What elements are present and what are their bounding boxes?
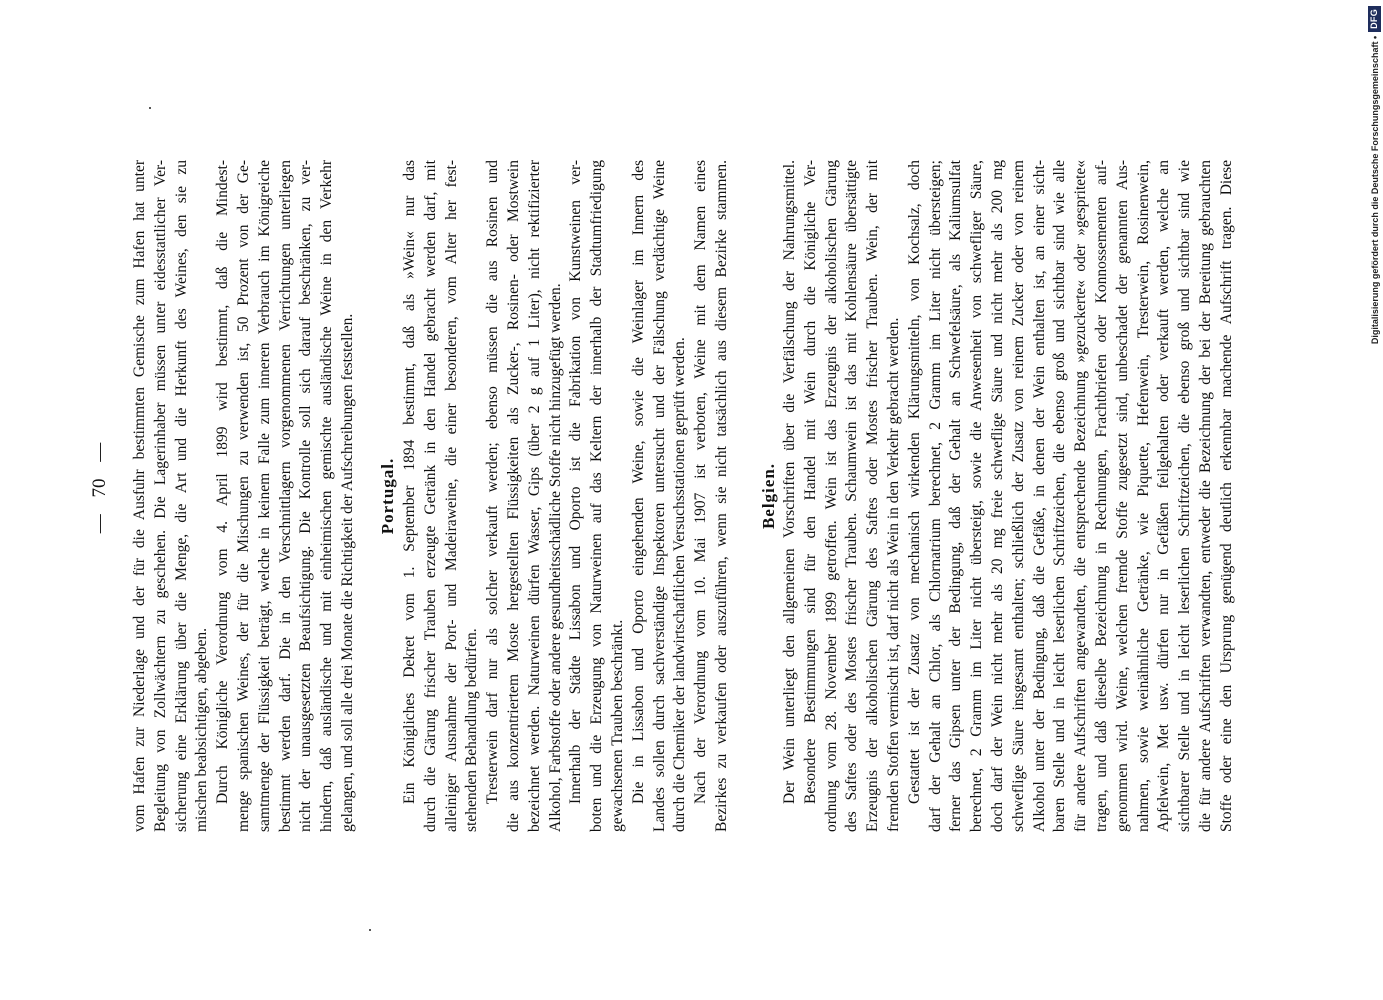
text-line: doch darf der Wein nicht mehr als 20 mg freie schweflige Säure und nicht mehr als 200 mg xyxy=(988,160,1006,832)
text-line: Die in Lissabon und Oporto eingehenden Weine, sowie die Weinlager im Innern des xyxy=(629,160,647,804)
text-line: alleiniger Ausnahme der Port- und Madeiraweine, die einer besonderen, vom Alter her fest- xyxy=(442,160,460,832)
text-line: gewachsenen Trauben beschränkt. xyxy=(608,619,626,832)
text-line: sicherung eine Erklärung über die Menge, die Art und die Herkunft des Weines, den sie zu xyxy=(172,160,190,832)
paragraph xyxy=(905,160,1238,832)
text-line: mischen beabsichtigen, abgeben. xyxy=(193,627,211,832)
text-line: durch die Chemiker der landwirtschaftlichen Versuchsstationen geprüft werden. xyxy=(671,337,689,832)
text-line: schweflige Säure insgesamt enthalten; schließlich der Zusatz von reinem Zucker oder von reinem xyxy=(1009,160,1027,832)
text-line: Tresterwein darf nur als solcher verkauft werden; ebenso müssen die aus Rosinen und xyxy=(484,160,502,804)
text-line: Stoffe oder eine den Ursprung genügend deutlich erkennbar machende Aufschrift tragen. Diese xyxy=(1217,160,1235,832)
text-line: boten und die Erzeugung von Naturweinen auf das Keltern der innerhalb der Stadtumfriedigung xyxy=(588,160,606,832)
text-line: fremden Stoffen vermischt ist, darf nicht als Wein in den Verkehr gebracht werden. xyxy=(884,317,902,832)
scan-speck xyxy=(369,929,371,931)
text-line: berechnet, 2 Gramm im Liter nicht übersteigt, sowie die Anwesenheit von schwefliger Säure, xyxy=(968,160,986,832)
text-line: Nach der Verordnung vom 10. Mai 1907 ist verboten, Weine mit dem Namen eines xyxy=(692,160,710,804)
text-line: ferner das Gipsen unter der Bedingung, daß der Gehalt an Schwefelsäure, als Kaliumsulfat xyxy=(947,160,965,832)
text-line: tragen, und daß dieselbe Bezeichnung in Rechnungen, Frachtbriefen oder Konnossementen auf- xyxy=(1092,160,1110,832)
text-line: bezeichnet werden. Naturweinen dürfen Wasser, Gips (über 2 g auf 1 Liter), nicht rektifizierter xyxy=(525,160,543,832)
paragraph xyxy=(483,160,566,832)
text-line: sichtbarer Stelle und in leicht leserlichen Schriftzeichen, die ebenso groß und sichtbar sind wie xyxy=(1176,160,1194,832)
dfg-logo: DFG xyxy=(1368,6,1381,32)
paragraph xyxy=(566,160,628,832)
text-line: durch die Gärung frischer Trauben erzeugte Getränk in den Handel gebracht werden darf, mit xyxy=(421,160,439,832)
text-line: Besondere Bestimmungen sind für den Handel mit Wein durch die Königliche Ver- xyxy=(801,160,819,804)
text-line: menge spanischen Weines, der für die Mischungen zu verwenden ist, 50 Prozent von der Ge- xyxy=(234,160,252,832)
text-line: Alkohol, Farbstoffe oder andere gesundheitsschädliche Stoffe nicht hinzugefügt werden. xyxy=(546,283,564,832)
text-line: nicht der unausgesetzten Beaufsichtigung. Die Kontrolle soll sich darauf beschränken, zu ver- xyxy=(297,160,315,832)
text-line: Gestattet ist der Zusatz von mechanisch wirkenden Klärungsmitteln, von Kochsalz, doch xyxy=(905,160,923,804)
text-line: nahmen, sowie weinähnliche Getränke, wie Piquette, Hefenwein, Tresterwein, Rosinenwein, xyxy=(1134,160,1152,832)
section-portugal xyxy=(400,160,733,832)
paragraph xyxy=(780,160,801,832)
text-line: Der Wein unterliegt den allgemeinen Vorschriften über die Verfälschung der Nahrungsmittel. xyxy=(781,160,798,804)
text-line: Bezirkes zu verkaufen oder auszuführen, wenn sie nicht tatsächlich aus diesem Bezirke stammen. xyxy=(712,160,730,832)
scan-speck xyxy=(149,107,151,109)
text-line: darf der Gehalt an Chlor, als Chlornatrium berechnet, 2 Gramm im Liter nicht übersteigen; xyxy=(926,160,944,832)
paragraph xyxy=(691,160,733,832)
text-line: hindern, daß ausländische und mit einheimischen gemischte ausländische Weine in den Verkehr xyxy=(318,160,336,832)
text-line: Apfelwein, Met usw. dürfen nur in Gefäßen feilgehalten oder verkauft werden, welche an xyxy=(1155,160,1173,832)
paragraph xyxy=(213,160,359,832)
text-line: Durch Königliche Verordnung vom 4. April 1899 wird bestimmt, daß die Mindest- xyxy=(214,160,232,804)
text-line: Erzeugnis der alkoholischen Gärung des Saftes oder Mostes frischer Trauben. Wein, der mit xyxy=(864,160,882,832)
paragraph xyxy=(801,160,905,832)
section-continuation xyxy=(130,160,359,832)
paragraph xyxy=(130,160,213,832)
text-line: gelangen, und soll alle drei Monate die Richtigkeit der Aufschreibungen feststellen. xyxy=(338,313,356,832)
text-line: bestimmt werden darf. Die in den Verschnittlagern vorgenommenen Verrichtungen unterliegen xyxy=(276,160,294,832)
section-belgien xyxy=(780,160,1238,832)
text-line: für andere Aufschriften angewandten, die entsprechende Bezeichnung »gezuckerte« oder »gespritete« xyxy=(1072,160,1090,832)
text-line: Landes sollen durch sachverständige Inspektoren untersucht und der Fälschung verdächtige Weine xyxy=(650,160,668,832)
text-line: stehenden Behandlung bedürfen. xyxy=(463,628,481,832)
paragraph xyxy=(629,160,691,832)
text-line: des Saftes oder des Mostes frischer Trauben. Schaumwein ist das mit Kohlensäure übersättigte xyxy=(843,160,861,832)
text-line: genommen wird. Weine, welchen fremde Stoffe zugesetzt sind, unbeschadet der genannten Aus- xyxy=(1113,160,1131,832)
text-line: die für andere Aufschriften verwandten, entweder die Bezeichnung der bei der Bereitung gebrauchten xyxy=(1196,160,1214,832)
text-line: samtmenge der Flüssigkeit beträgt, welche in keinem Falle zum inneren Verbrauch im Königreiche xyxy=(255,160,273,832)
credit-text: Digitalisierung gefördert durch die Deutsche Forschungsgemeinschaft • xyxy=(1369,35,1380,345)
text-line: die aus konzentriertem Moste hergestellten Flüssigkeiten als Zucker-, Rosinen- oder Mostwein xyxy=(504,160,522,832)
text-line: Innerhalb der Städte Lissabon und Oporto ist die Fabrikation von Kunstweinen ver- xyxy=(567,160,585,804)
digitization-credit xyxy=(1368,6,1381,344)
section-heading-belgien: Belgien. xyxy=(759,462,778,530)
text-line: baren Stelle und in leicht leserlichen Schriftzeichen, die ebenso groß und sichtbar sind wie alle xyxy=(1051,160,1069,832)
text-line: Ein Königliches Dekret vom 1. September 1894 bestimmt, daß als »Wein« nur das xyxy=(401,160,418,804)
paragraph xyxy=(400,160,483,832)
text-line: Begleitung von Zollwächtern zu geschehen. Die Lagerinhaber müssen unter eidesstattlicher Ver- xyxy=(151,160,169,832)
text-line: ordnung vom 28. November 1899 getroffen. Wein ist das Erzeugnis der alkoholischen Gärung xyxy=(822,160,840,832)
text-line: Alkohol unter der Bedingung, daß die Gefäße, in denen der Wein enthalten ist, an einer sicht- xyxy=(1030,160,1048,832)
text-line: vom Hafen zur Niederlage und der für die Ausfuhr bestimmten Gemische zum Hafen hat unter xyxy=(131,160,148,832)
section-heading-portugal: Portugal. xyxy=(378,457,397,535)
page-number: — 70 — xyxy=(89,442,110,534)
